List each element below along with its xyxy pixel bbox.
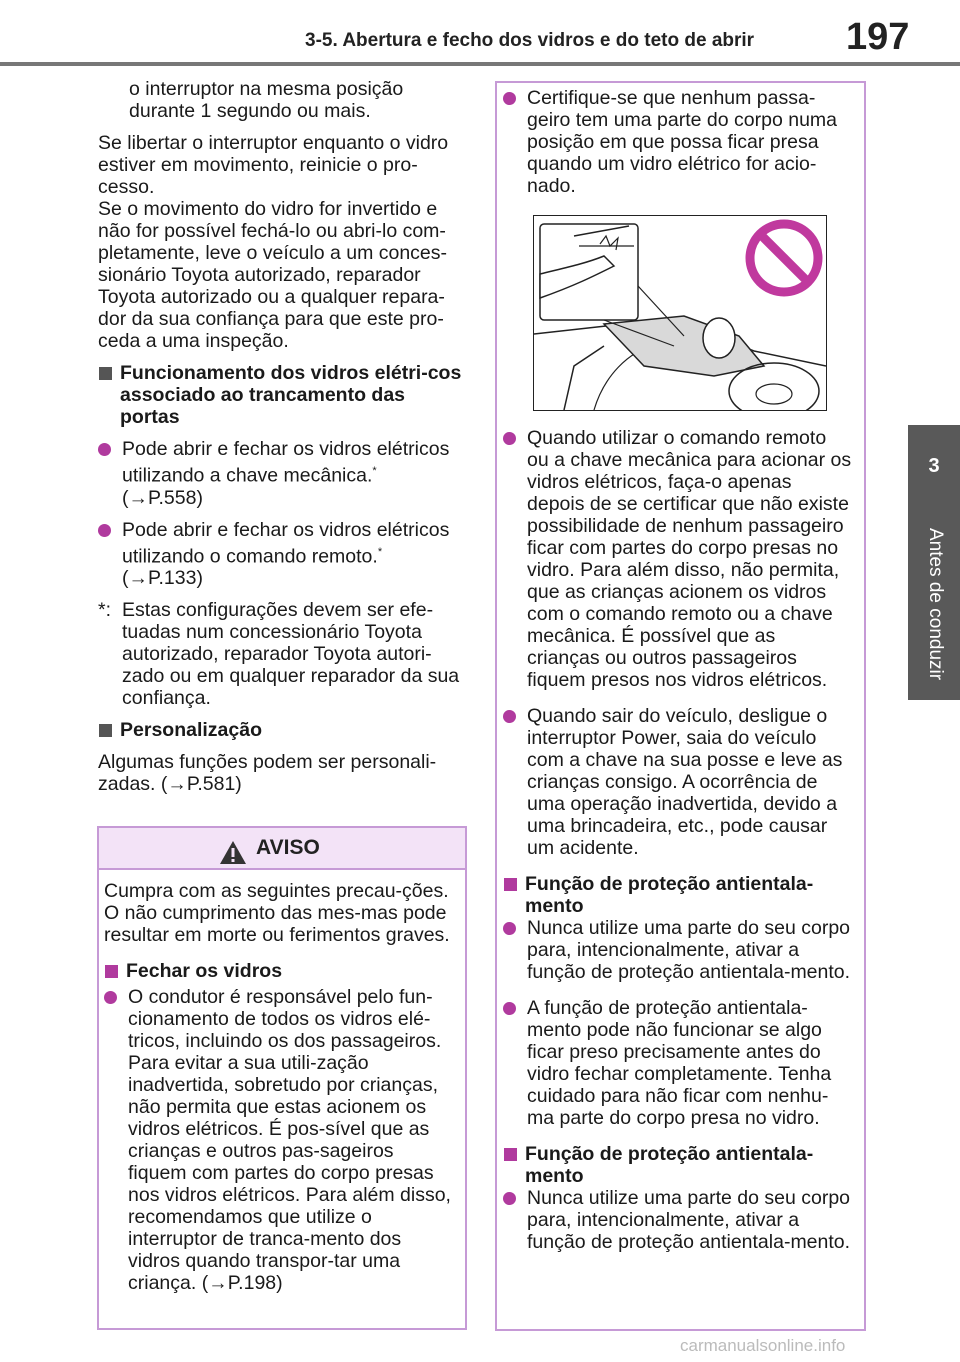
bullet-item: Quando utilizar o comando remoto ou a chave mecânica para acionar os vidros elétricos, faça-o apenas depois de se certificar que não existe possibilidade de nenhum passageiro ficar com partes do corpo presas no vidro. Para além disso, não permita, que as crianças acionem os vidros com o comando remoto ou a chave mecânica. É possível que as crianças ou outros passageiros fiquem presos nos vidros elétricos. — [503, 427, 853, 691]
warning-box — [97, 826, 467, 1330]
watermark: carmanualsonline.info — [680, 1336, 846, 1355]
warning-label: AVISO — [256, 836, 320, 859]
section-heading: Função de proteção antientala-mento — [503, 1143, 853, 1187]
square-bullet-icon — [99, 367, 112, 380]
bullet-dot-icon — [503, 710, 516, 723]
right-body — [503, 427, 853, 1263]
section-heading: Função de proteção antientala-mento — [503, 873, 853, 917]
bullet-dot-icon — [503, 1002, 516, 1015]
paragraph: Se o movimento do vidro for invertido e não for possível fechá-lo ou abri-lo com-pletamente, leve o veículo a um conces-sionário Toyota autorizado, reparador Toyota autorizado ou a qualquer repara-dor da sua confiança para que este pro-ceda a uma inspeção. — [98, 198, 448, 352]
bullet-item: A função de proteção antientala-mento pode não funcionar se algo ficar preso precisamente antes do vidro fechar completamente. Tenha cuidado para não ficar com nenhu-ma parte do corpo presa no vidro. — [503, 997, 853, 1129]
chapter-label-band — [908, 520, 960, 700]
warning-intro: Cumpra com as seguintes precau-ções. O não cumprimento das mes-mas pode resultar em morte ou ferimentos graves. — [104, 880, 450, 946]
paragraph: Algumas funções podem ser personali-zadas. (→P.581) — [98, 751, 437, 795]
section-heading: Personalização — [98, 719, 466, 741]
header-rule — [0, 62, 960, 66]
warning-body — [104, 880, 454, 1304]
warning-header — [99, 828, 465, 870]
chapter-label: Antes de conduzir — [925, 528, 946, 681]
bullet-item: Nunca utilize uma parte do seu corpo para, intencionalmente, ativar a função de proteção antientala-mento. — [503, 917, 853, 983]
window-pinch-illustration — [533, 215, 827, 411]
left-column — [98, 78, 466, 805]
paragraph: Se libertar o interruptor enquanto o vidro estiver em movimento, reinicie o pro-cesso. — [98, 132, 449, 198]
bullet-item: Pode abrir e fechar os vidros elétricos utilizando o comando remoto.* (→P.133) — [98, 519, 466, 590]
square-bullet-icon — [504, 1148, 517, 1161]
section-heading: Funcionamento dos vidros elétri-cos associado ao trancamento das portas — [98, 362, 466, 428]
warning-triangle-icon — [219, 840, 247, 865]
warning-heading: Fechar os vidros — [104, 960, 454, 982]
bullet-item: O condutor é responsável pelo fun-cionamento de todos os vidros elé-tricos, incluindo os dos passageiros. Para evitar a sua utili-zação inadvertida, sobretudo por crianças, não permita que estas acionem os vidros elétricos. É pos-sível que as crianças e outros pas-sageiros fiquem com partes do corpo presas nos vidros elétricos. Para além disso, recomendamos que utilize o interruptor de tranca-mento dos vidros quando transpor-tar uma criança. (→P.198) — [104, 986, 454, 1294]
page-header — [0, 0, 960, 60]
footnote: *: Estas configurações devem ser efe-tuadas num concessionário Toyota autorizado, reparador Toyota autori-zado ou em qualquer reparador da sua confiança. — [98, 599, 460, 709]
bullet-dot-icon — [503, 922, 516, 935]
page-reference-link[interactable]: (→P.558) — [122, 486, 203, 509]
continued-text: o interruptor na mesma posição durante 1 segundo ou mais. — [129, 78, 404, 122]
page-number: 197 — [846, 16, 910, 58]
square-bullet-icon — [99, 724, 112, 737]
page-reference-link[interactable]: (→P.133) — [122, 567, 203, 589]
bullet-item: Pode abrir e fechar os vidros elétricos utilizando a chave mecânica.* (→P.558) — [98, 438, 466, 509]
bullet-dot-icon — [503, 432, 516, 445]
bullet-dot-icon — [104, 991, 117, 1004]
bullet-dot-icon — [503, 92, 516, 105]
chapter-tab[interactable] — [908, 425, 960, 520]
bullet-dot-icon — [503, 1192, 516, 1205]
footnote-mark: *: — [98, 599, 112, 621]
bullet-item: Quando sair do veículo, desligue o interruptor Power, saia do veículo com a chave na sua posse e leve as crianças consigo. A ocorrência de uma operação inadvertida, devido a uma brincadeira, etc., pode causar um acidente. — [503, 705, 853, 859]
square-bullet-icon — [105, 965, 118, 978]
right-body-top — [503, 87, 853, 207]
section-title: 3-5. Abertura e fecho dos vidros e do teto de abrir — [305, 30, 755, 51]
bullet-dot-icon — [98, 443, 111, 456]
bullet-dot-icon — [98, 524, 111, 537]
bullet-item: Nunca utilize uma parte do seu corpo para, intencionalmente, ativar a função de proteção antientala-mento. — [503, 1187, 853, 1253]
bullet-item: Certifique-se que nenhum passa-geiro tem uma parte do corpo numa posição em que possa ficar presa quando um vidro elétrico for acio-nado. — [503, 87, 853, 197]
square-bullet-icon — [504, 878, 517, 891]
chapter-number: 3 — [928, 455, 940, 477]
